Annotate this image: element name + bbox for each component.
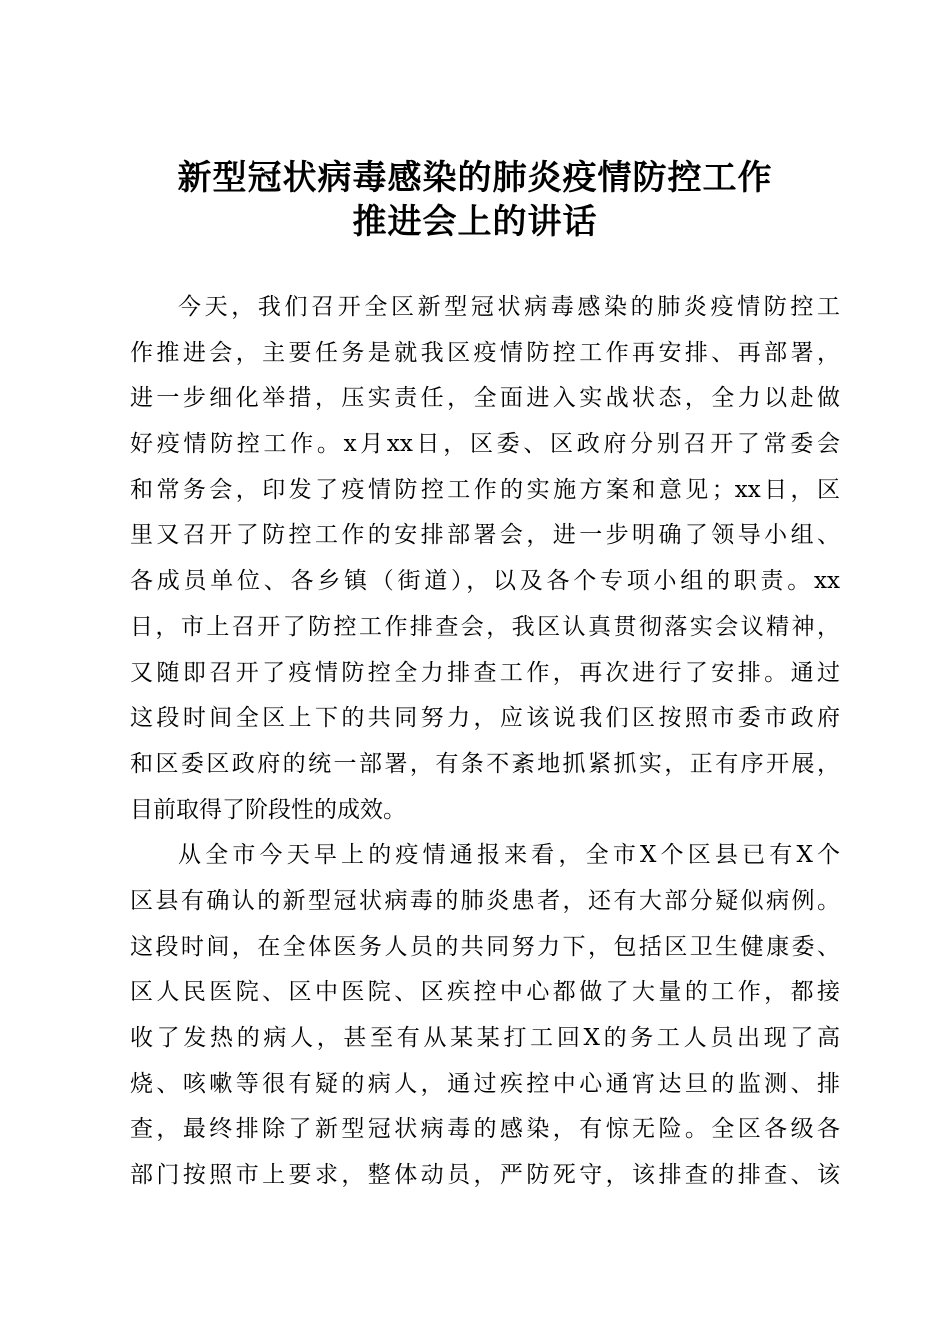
text-line: 作推进会，主要任务是就我区疫情防控工作再安排、再部署， [130, 339, 840, 366]
text-line: 这段时间，在全体医务人员的共同努力下，包括区卫生健康委、 [130, 933, 840, 960]
text-line: 从全市今天早上的疫情通报来看，全市X个区县已有X个 [178, 842, 840, 869]
document-body [130, 285, 840, 1199]
text-line: 烧、咳嗽等很有疑的病人，通过疾控中心通宵达旦的监测、排 [130, 1070, 840, 1097]
text-line: 好疫情防控工作。x月xx日，区委、区政府分别召开了常委会 [130, 431, 840, 458]
text-line: 区人民医院、区中医院、区疾控中心都做了大量的工作，都接 [130, 979, 840, 1006]
text-line: 又随即召开了疫情防控全力排查工作，再次进行了安排。通过 [130, 659, 840, 686]
text-line: 进一步细化举措，压实责任，全面进入实战状态，全力以赴做 [130, 385, 840, 412]
document-title-line-1: 新型冠状病毒感染的肺炎疫情防控工作 [177, 158, 773, 198]
text-line: 里又召开了防控工作的安排部署会，进一步明确了领导小组、 [130, 522, 840, 549]
text-line: 今天，我们召开全区新型冠状病毒感染的肺炎疫情防控工 [178, 294, 840, 320]
text-line: 部门按照市上要求，整体动员，严防死守，该排查的排查、该 [130, 1162, 840, 1189]
text-line: 收了发热的病人，甚至有从某某打工回X的务工人员出现了高 [130, 1025, 840, 1051]
paragraph-1 [130, 285, 840, 833]
text-line: 区县有确认的新型冠状病毒的肺炎患者，还有大部分疑似病例。 [130, 887, 840, 914]
text-line: 各成员单位、各乡镇（街道），以及各个专项小组的职责。xx [130, 568, 840, 595]
text-line: 目前取得了阶段性的成效。 [130, 796, 406, 823]
text-line: 和常务会，印发了疫情防控工作的实施方案和意见；xx日，区 [130, 476, 840, 503]
paragraph-2 [130, 833, 840, 1199]
text-line: 日，市上召开了防控工作排查会，我区认真贯彻落实会议精神， [130, 613, 840, 640]
document-title-line-2: 推进会上的讲话 [352, 202, 598, 242]
text-line: 这段时间全区上下的共同努力，应该说我们区按照市委市政府 [130, 705, 840, 732]
text-line: 查，最终排除了新型冠状病毒的感染，有惊无险。全区各级各 [130, 1116, 840, 1143]
text-line: 和区委区政府的统一部署，有条不紊地抓紧抓实，正有序开展， [130, 750, 840, 777]
